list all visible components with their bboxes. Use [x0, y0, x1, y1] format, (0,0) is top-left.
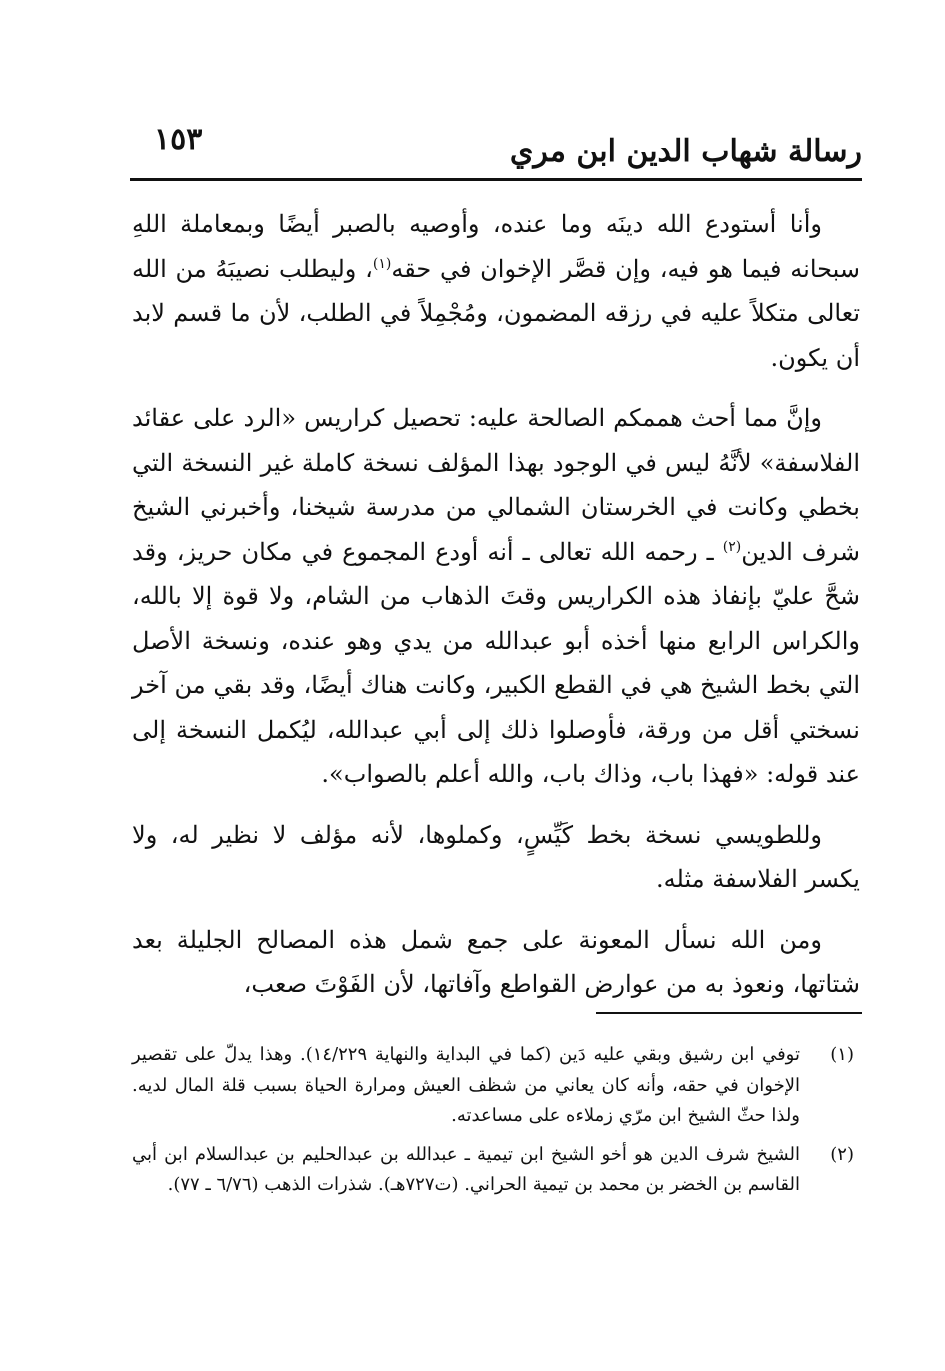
paragraph-2-text-b: ـ رحمه الله تعالى ـ أنه أودع المجموع في مكان حريز، وقد شحَّ عليّ بإنفاذ هذه الكراريس وقتَ الذهاب من الشام، ولا قوة إلا بالله، والكراس الرابع منها أخذه أبو عبدالله من يدي وهو عنده، ونسخة الأصل التي بخط الشيخ هي في القطع الكبير، وكانت هناك أيضًا، وقد بقي من آخر نسختي أقل من ورقة، فأوصلوا ذلك إلى أبي عبدالله، ليُكمل النسخة إلى عند قوله: «فهذا باب، وذاك باب، والله أعلم بالصواب». [132, 537, 861, 788]
footnote-2-text: الشيخ شرف الدين هو أخو الشيخ ابن تيمية ـ عبدالله بن عبدالحليم بن عبدالسلام ابن أبي القاسم بن الخضر بن محمد بن تيمية الحراني. (ت٧٢٧هـ). شذرات الذهب (٦/٧٦ ـ ٧٧). [132, 1143, 800, 1195]
running-title: رسالة شهاب الدين ابن مري [509, 134, 862, 169]
footnote-1 [132, 1040, 860, 1132]
paragraph-4: ومن الله نسأل المعونة على جمع شمل هذه المصالح الجليلة بعد شتاتها، ونعوذ به من عوارض القواطع وآفاتها، لأن الفَوْتَ صعب، [132, 925, 860, 998]
header-rule [130, 178, 862, 181]
paragraph-2 [132, 396, 860, 797]
footnote-1-marker: (١) [830, 1044, 854, 1065]
footnote-2-marker: (٢) [830, 1143, 854, 1165]
footnote-ref-1: (١) [372, 255, 392, 272]
paragraph-3: وللطويسي نسخة بخط كَيِّسٍ، وكملوها، لأنه مؤلف لا نظير له، ولا يكسر الفلاسفة مثله. [132, 820, 860, 893]
paragraph-1-text-a: وأنا أستودع الله دينَه وما عنده، وأوصيه بالصبر أيضًا وبمعاملة اللهِ سبحانه فيما هو فيه، وإن قصَّر الإخوان في حقه [132, 210, 860, 283]
page-header [130, 112, 862, 178]
paragraph-1-text-b: ، وليطلب نصيبَهُ من الله تعالى متكلاً عليه في رزقه المضمون، ومُجْمِلاً في الطلب، لأن ما قسم لابد أن يكون. [132, 254, 860, 372]
paragraph-2-text-a: وإنَّ مما أحث هممكم الصالحة عليه: تحصيل كراريس «الرد على عقائد الفلاسفة» لأنَّهُ ليس في الوجود بهذا المؤلف نسخة كاملة غير النسخة التي بخطي وكانت في الخرستان الشمالي من مدرسة شيخنا، وأخبرني الشيخ شرف الدين [132, 404, 860, 566]
footnote-2 [132, 1140, 860, 1201]
footnote-ref-2: (٢) [722, 538, 742, 555]
footnote-1-text: توفي ابن رشيق وبقي عليه دَين (كما في البداية والنهاية ١٤/٢٢٩). وهذا يدلّ على تقصير الإخوان في حقه، وأنه كان يعاني من شظف العيش ومرارة الحياة بسبب قلة المال لديه. ولذا حثّ الشيخ ابن مرّي زملاءه على مساعدته. [132, 1044, 800, 1126]
footnote-separator [596, 1012, 862, 1014]
footnotes [132, 1040, 860, 1209]
page-number: ١٥٣ [154, 122, 203, 157]
paragraph-1 [132, 202, 860, 380]
main-text [132, 202, 860, 1023]
